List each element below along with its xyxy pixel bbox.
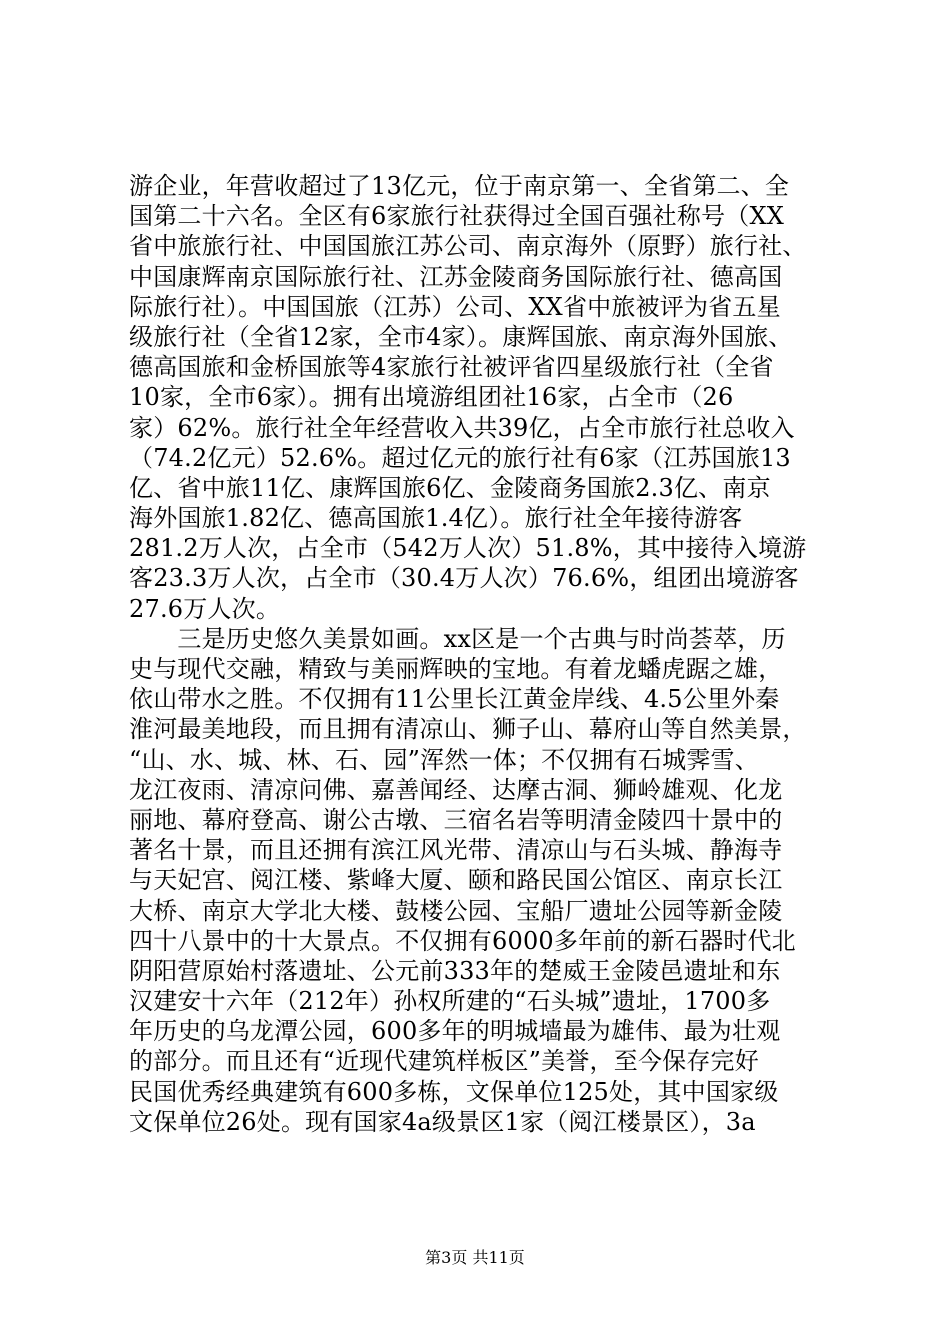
text-line: 德高国旅和金桥国旅等4家旅行社被评省四星级旅行社（全省 xyxy=(129,353,774,382)
text-line: 大桥、南京大学北大楼、鼓楼公园、宝船厂遗址公园等新金陵 xyxy=(129,896,783,925)
text-line: 客23.3万人次，占全市（30.4万人次）76.6%，组团出境游客 xyxy=(129,564,799,593)
text-line: 与天妃宫、阅江楼、紫峰大厦、颐和路民国公馆区、南京长江 xyxy=(129,866,783,895)
text-line: 级旅行社（全省12家，全市4家）。康辉国旅、南京海外国旅、 xyxy=(129,322,793,351)
text-line: 中国康辉南京国际旅行社、江苏金陵商务国际旅行社、德高国 xyxy=(129,262,783,291)
text-line: 年历史的乌龙潭公园，600多年的明城墙最为雄伟、最为壮观 xyxy=(129,1017,781,1046)
text-line: 史与现代交融，精致与美丽辉映的宝地。有着龙蟠虎踞之雄， xyxy=(129,655,783,683)
text-line: 家）62%。旅行社全年经营收入共39亿，占全市旅行社总收入 xyxy=(129,413,795,442)
text-line: 281.2万人次，占全市（542万人次）51.8%，其中接待入境游 xyxy=(129,534,807,563)
text-line: 汉建安十六年（212年）孙权所建的“石头城”遗址，1700多 xyxy=(129,987,771,1016)
text-line: 27.6万人次。 xyxy=(129,594,281,623)
text-line: 依山带水之胜。不仅拥有11公里长江黄金岸线、4.5公里外秦 xyxy=(129,685,780,714)
text-line: 四十八景中的十大景点。不仅拥有6000多年前的新石器时代北 xyxy=(129,926,796,955)
text-line: 淮河最美地段，而且拥有清凉山、狮子山、幕府山等自然美景， xyxy=(129,715,807,744)
text-line: 的部分。而且还有“近现代建筑样板区”美誉，至今保存完好 xyxy=(129,1047,759,1076)
text-line: 丽地、幕府登高、谢公古墩、三宿名岩等明清金陵四十景中的 xyxy=(129,805,783,834)
text-line: 10家，全市6家）。拥有出境游组团社16家，占全市（26 xyxy=(129,383,734,412)
text-line: 三是历史悠久美景如画。xx区是一个古典与时尚荟萃，历 xyxy=(129,624,786,653)
text-line: 亿、省中旅11亿、康辉国旅6亿、金陵商务国旅2.3亿、南京 xyxy=(129,473,771,502)
text-line: 文保单位26处。现有国家4a级景区1家（阅江楼景区），3a xyxy=(129,1107,756,1136)
text-line: 龙江夜雨、清凉问佛、嘉善闻经、达摩古洞、狮岭雄观、化龙 xyxy=(129,775,783,804)
text-line: 游企业，年营收超过了13亿元，位于南京第一、全省第二、全 xyxy=(129,172,790,200)
text-line: “山、水、城、林、石、园”浑然一体；不仅拥有石城霁雪、 xyxy=(129,745,759,774)
body-text xyxy=(129,171,824,1137)
text-line: 省中旅旅行社、中国国旅江苏公司、南京海外（原野）旅行社、 xyxy=(129,232,807,261)
text-line: 著名十景，而且还拥有滨江风光带、清凉山与石头城、静海寺 xyxy=(129,836,783,865)
page-number-label: 第3页 共11页 xyxy=(425,1248,525,1267)
text-line: 阴阳营原始村落遗址、公元前333年的楚威王金陵邑遗址和东 xyxy=(129,956,781,985)
text-line: （74.2亿元）52.6%。超过亿元的旅行社有6家（江苏国旅13 xyxy=(129,443,791,472)
text-line: 际旅行社）。中国国旅（江苏）公司、XX省中旅被评为省五星 xyxy=(129,292,781,321)
text-line: 国第二十六名。全区有6家旅行社获得过全国百强社称号（XX xyxy=(129,202,785,231)
text-line: 民国优秀经典建筑有600多栋，文保单位125处，其中国家级 xyxy=(129,1077,779,1106)
page-footer xyxy=(0,1245,950,1268)
text-line: 海外国旅1.82亿、德高国旅1.4亿）。旅行社全年接待游客 xyxy=(129,504,743,533)
